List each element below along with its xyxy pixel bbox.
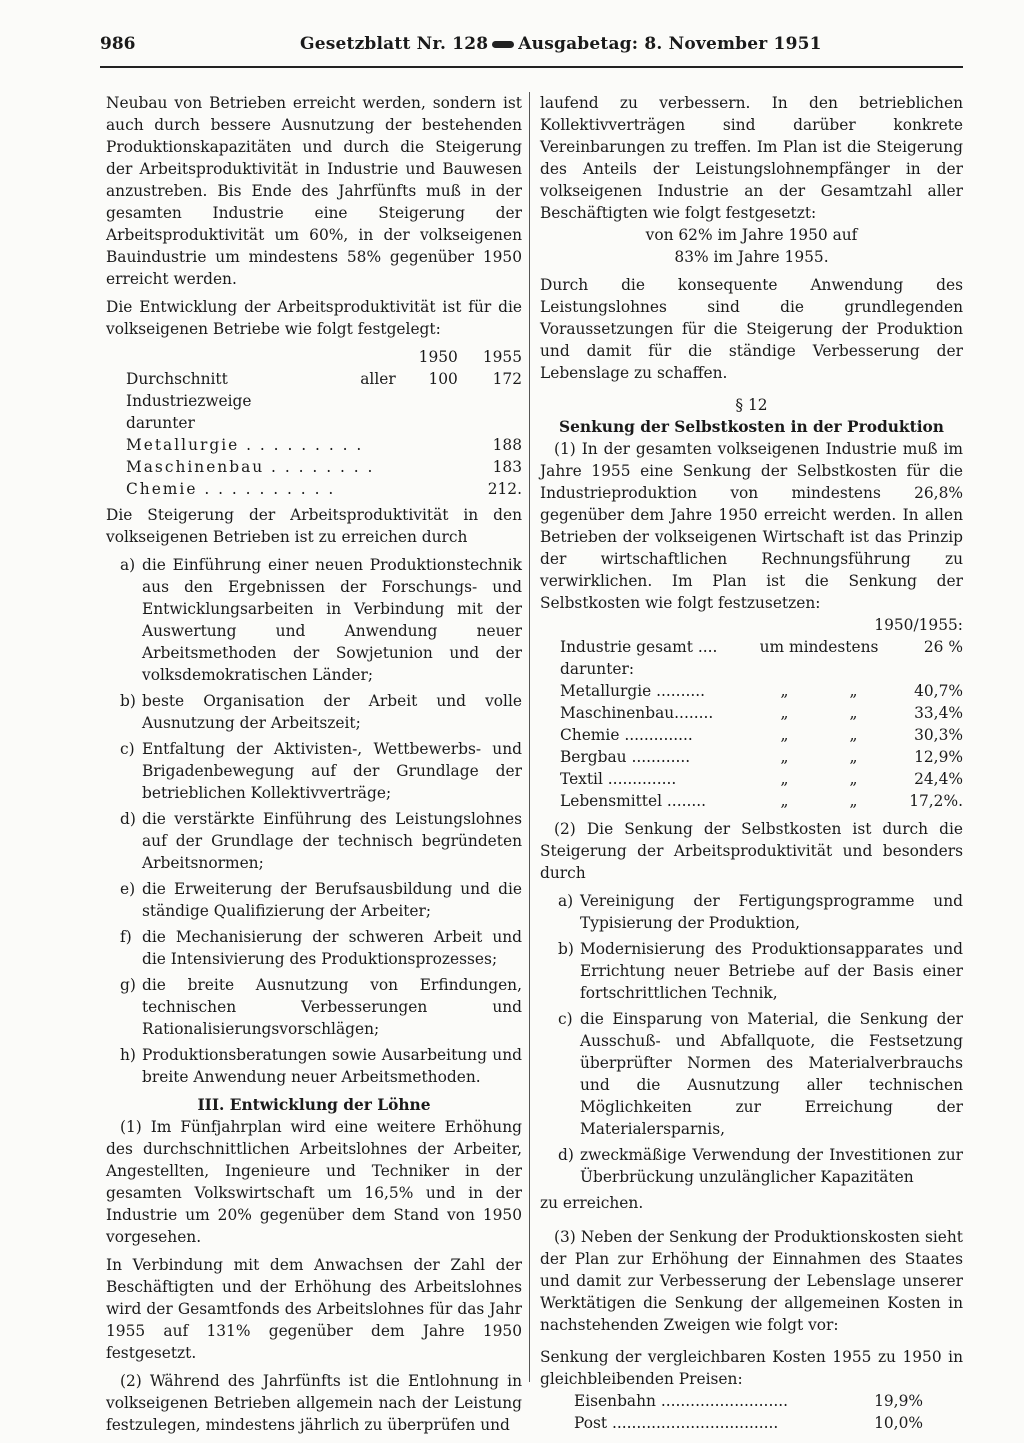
table-row: Metallurgie . . . . . . . . . 188 [126, 436, 522, 454]
right-column [540, 92, 963, 1434]
column-divider [529, 92, 530, 1382]
paragraph: (3) Neben der Senkung der Produktionskosten sieht der Plan zur Erhöhung der Einnahmen des Staates und damit zur Verbesserung der Lebenslage unserer Werktätigen die Senkung der allgemeinen Kosten in nachstehenden Zweigen wie folgt vor: [540, 1228, 963, 1334]
list-item: b) beste Organisation der Arbeit und volle Ausnutzung der Arbeitszeit; [120, 692, 522, 732]
issue-date: Ausgabetag: 8. November 1951 [518, 34, 822, 54]
paragraph: (1) In der gesamten volkseigenen Industrie muß im Jahre 1955 eine Senkung der Selbstkosten für die Industrieproduktion von mindestens 26,8% gegenüber dem Jahre 1950 erreicht werden. In allen Betrieben der volkseigenen Wirtschaft ist das Prinzip der wirtschaftlichen Rechnungsführung zu verwirklichen. Im Plan ist die Senkung der Selbstkosten wie folgt festzusetzen: [540, 440, 963, 612]
paragraph: (2) Während des Jahrfünfts ist die Entlohnung in volkseigenen Betrieben allgemein nach der Leistung festzulegen, mindestens jährlich zu überprüfen und [106, 1372, 522, 1434]
table-row: Durchschnitt aller Industriezweige 100 172 [126, 370, 522, 410]
separator-mark [492, 41, 514, 48]
table-row: Maschinenbau . . . . . . . . 183 [126, 458, 522, 476]
paragraph: Die Entwicklung der Arbeitsproduktivität ist für die volkseigenen Betriebe wie folgt festgelegt: [106, 298, 522, 338]
table-row: darunter [126, 414, 195, 432]
list-item: a) die Einführung einer neuen Produktionstechnik aus den Ergebnissen der Forschungs- und Entwicklungsarbeiten in Verbindung mit der Auswertung und Anwendung neuer Arbeitsmethoden der Sowjetunion und der volksdemokratischen Länder; [120, 556, 522, 684]
page-header [100, 30, 963, 68]
table-row: Textil .............. „ „ 24,4% [560, 770, 963, 788]
table-row: Chemie . . . . . . . . . . 212. [126, 480, 522, 498]
centered-line: 83% im Jahre 1955. [674, 248, 829, 266]
measures-list [106, 554, 522, 1088]
list-item: b) Modernisierung des Produktionsapparates und Errichtung neuer Betriebe auf der Basis einer fortschrittlichen Technik, [558, 940, 963, 1002]
list-item: a) Vereinigung der Fertigungsprogramme und Typisierung der Produktion, [558, 892, 963, 932]
section-heading: Senkung der Selbstkosten in der Produktion [559, 418, 944, 436]
paragraph-number: § 12 [735, 396, 768, 414]
col-header-1950: 1950 [418, 348, 458, 366]
page-number: 986 [100, 34, 136, 54]
table-row: Maschinenbau........ „ „ 33,4% [560, 704, 963, 722]
paragraph: Neubau von Betrieben erreicht werden, sondern ist auch durch bessere Ausnutzung der bestehenden Produktionskapazitäten und durch die Steigerung der Arbeitsproduktivität in Industrie und Bauwesen anzustreben. Bis Ende des Jahrfünfts muß in der gesamten Industrie eine Steigerung der Arbeitsproduktivität um 60%, in der volkseigenen Bauindustrie um mindestens 58% gegenüber 1950 erreicht werden. [106, 94, 522, 288]
table-head: 1950/1955: [874, 616, 963, 634]
header-title [300, 34, 822, 54]
table-row: Chemie .............. „ „ 30,3% [560, 726, 963, 744]
section-heading: III. Entwicklung der Löhne [197, 1096, 431, 1114]
paragraph: In Verbindung mit dem Anwachsen der Zahl der Beschäftigten und der Erhöhung des Arbeitslohnes wird der Gesamtfonds des Arbeitslohnes für das Jahr 1955 auf 131% gegenüber dem Jahre 1950 festgesetzt. [106, 1256, 522, 1362]
table-row: Post .................................. 10,0% [574, 1414, 923, 1432]
table-row: Lebensmittel ........ „ „ 17,2%. [560, 792, 963, 810]
general-costs-table [540, 1390, 963, 1434]
list-item: c) Entfaltung der Aktivisten-, Wettbewerbs- und Brigadenbewegung auf der Grundlage der betrieblichen Kollektivverträge; [120, 740, 522, 802]
cost-measures-list [540, 890, 963, 1188]
paragraph: (1) Im Fünfjahrplan wird eine weitere Erhöhung des durchschnittlichen Arbeitslohnes der Arbeiter, Angestellten, Ingenieure und Techniker in der gesamten Volkswirtschaft um 16,5% und in der Industrie um 20% gegenüber dem Stand von 1950 vorgesehen. [106, 1118, 522, 1246]
list-item: e) die Erweiterung der Berufsausbildung und die ständige Qualifizierung der Arbeiter; [120, 880, 522, 920]
paragraph: Senkung der vergleichbaren Kosten 1955 zu 1950 in gleichbleibenden Preisen: [540, 1348, 963, 1388]
list-item: d) die verstärkte Einführung des Leistungslohnes auf der Grundlage der technisch begründeten Arbeitsnormen; [120, 810, 522, 872]
paragraph: (2) Die Senkung der Selbstkosten ist durch die Steigerung der Arbeitsproduktivität und besonders durch [540, 820, 963, 882]
table-row: darunter: [560, 660, 635, 678]
paragraph: laufend zu verbessern. In den betrieblichen Kollektivverträgen sind darüber konkrete Vereinbarungen zu treffen. Im Plan ist die Steigerung des Anteils der Leistungslohnempfänger in der volkseigenen Industrie an der Gesamtzahl aller Beschäftigten wie folgt festgesetzt: [540, 94, 963, 222]
table-row: Metallurgie .......... „ „ 40,7% [560, 682, 963, 700]
list-item: h) Produktionsberatungen sowie Ausarbeitung und breite Anwendung neuer Arbeitsmethoden. [120, 1046, 522, 1086]
gazette-number: Gesetzblatt Nr. 128 [300, 34, 489, 54]
col-header-1955: 1955 [482, 348, 522, 366]
list-item: g) die breite Ausnutzung von Erfindungen, technischen Verbesserungen und Rationalisierungsvorschlägen; [120, 976, 522, 1038]
table-row: Industrie gesamt .... um mindestens 26 % [560, 638, 963, 656]
centered-line: von 62% im Jahre 1950 auf [645, 226, 858, 244]
paragraph: Die Steigerung der Arbeitsproduktivität in den volkseigenen Betrieben ist zu erreichen durch [106, 506, 522, 546]
cost-reduction-table [540, 614, 963, 812]
table-row: Eisenbahn .......................... 19,9% [574, 1392, 923, 1410]
paragraph: Durch die konsequente Anwendung des Leistungslohnes sind die grundlegenden Voraussetzungen für die Steigerung der Produktion und damit für die ständige Verbesserung der Lebenslage zu schaffen. [540, 276, 963, 382]
productivity-table [106, 346, 522, 500]
left-column [106, 92, 522, 1442]
list-item: c) die Einsparung von Material, die Senkung der Ausschuß- und Abfallquote, die Festsetzung überprüfter Normen des Materialverbrauchs und die Ausnutzung aller technischen Möglichkeiten zur Erreichung der Materialersparnis, [558, 1010, 963, 1138]
paragraph: zu erreichen. [540, 1194, 644, 1212]
table-row: Bergbau ............ „ „ 12,9% [560, 748, 963, 766]
list-item: d) zweckmäßige Verwendung der Investitionen zur Überbrückung unzulänglicher Kapazitäten [558, 1146, 963, 1186]
list-item: f) die Mechanisierung der schweren Arbeit und die Intensivierung des Produktionsprozesses; [120, 928, 522, 968]
